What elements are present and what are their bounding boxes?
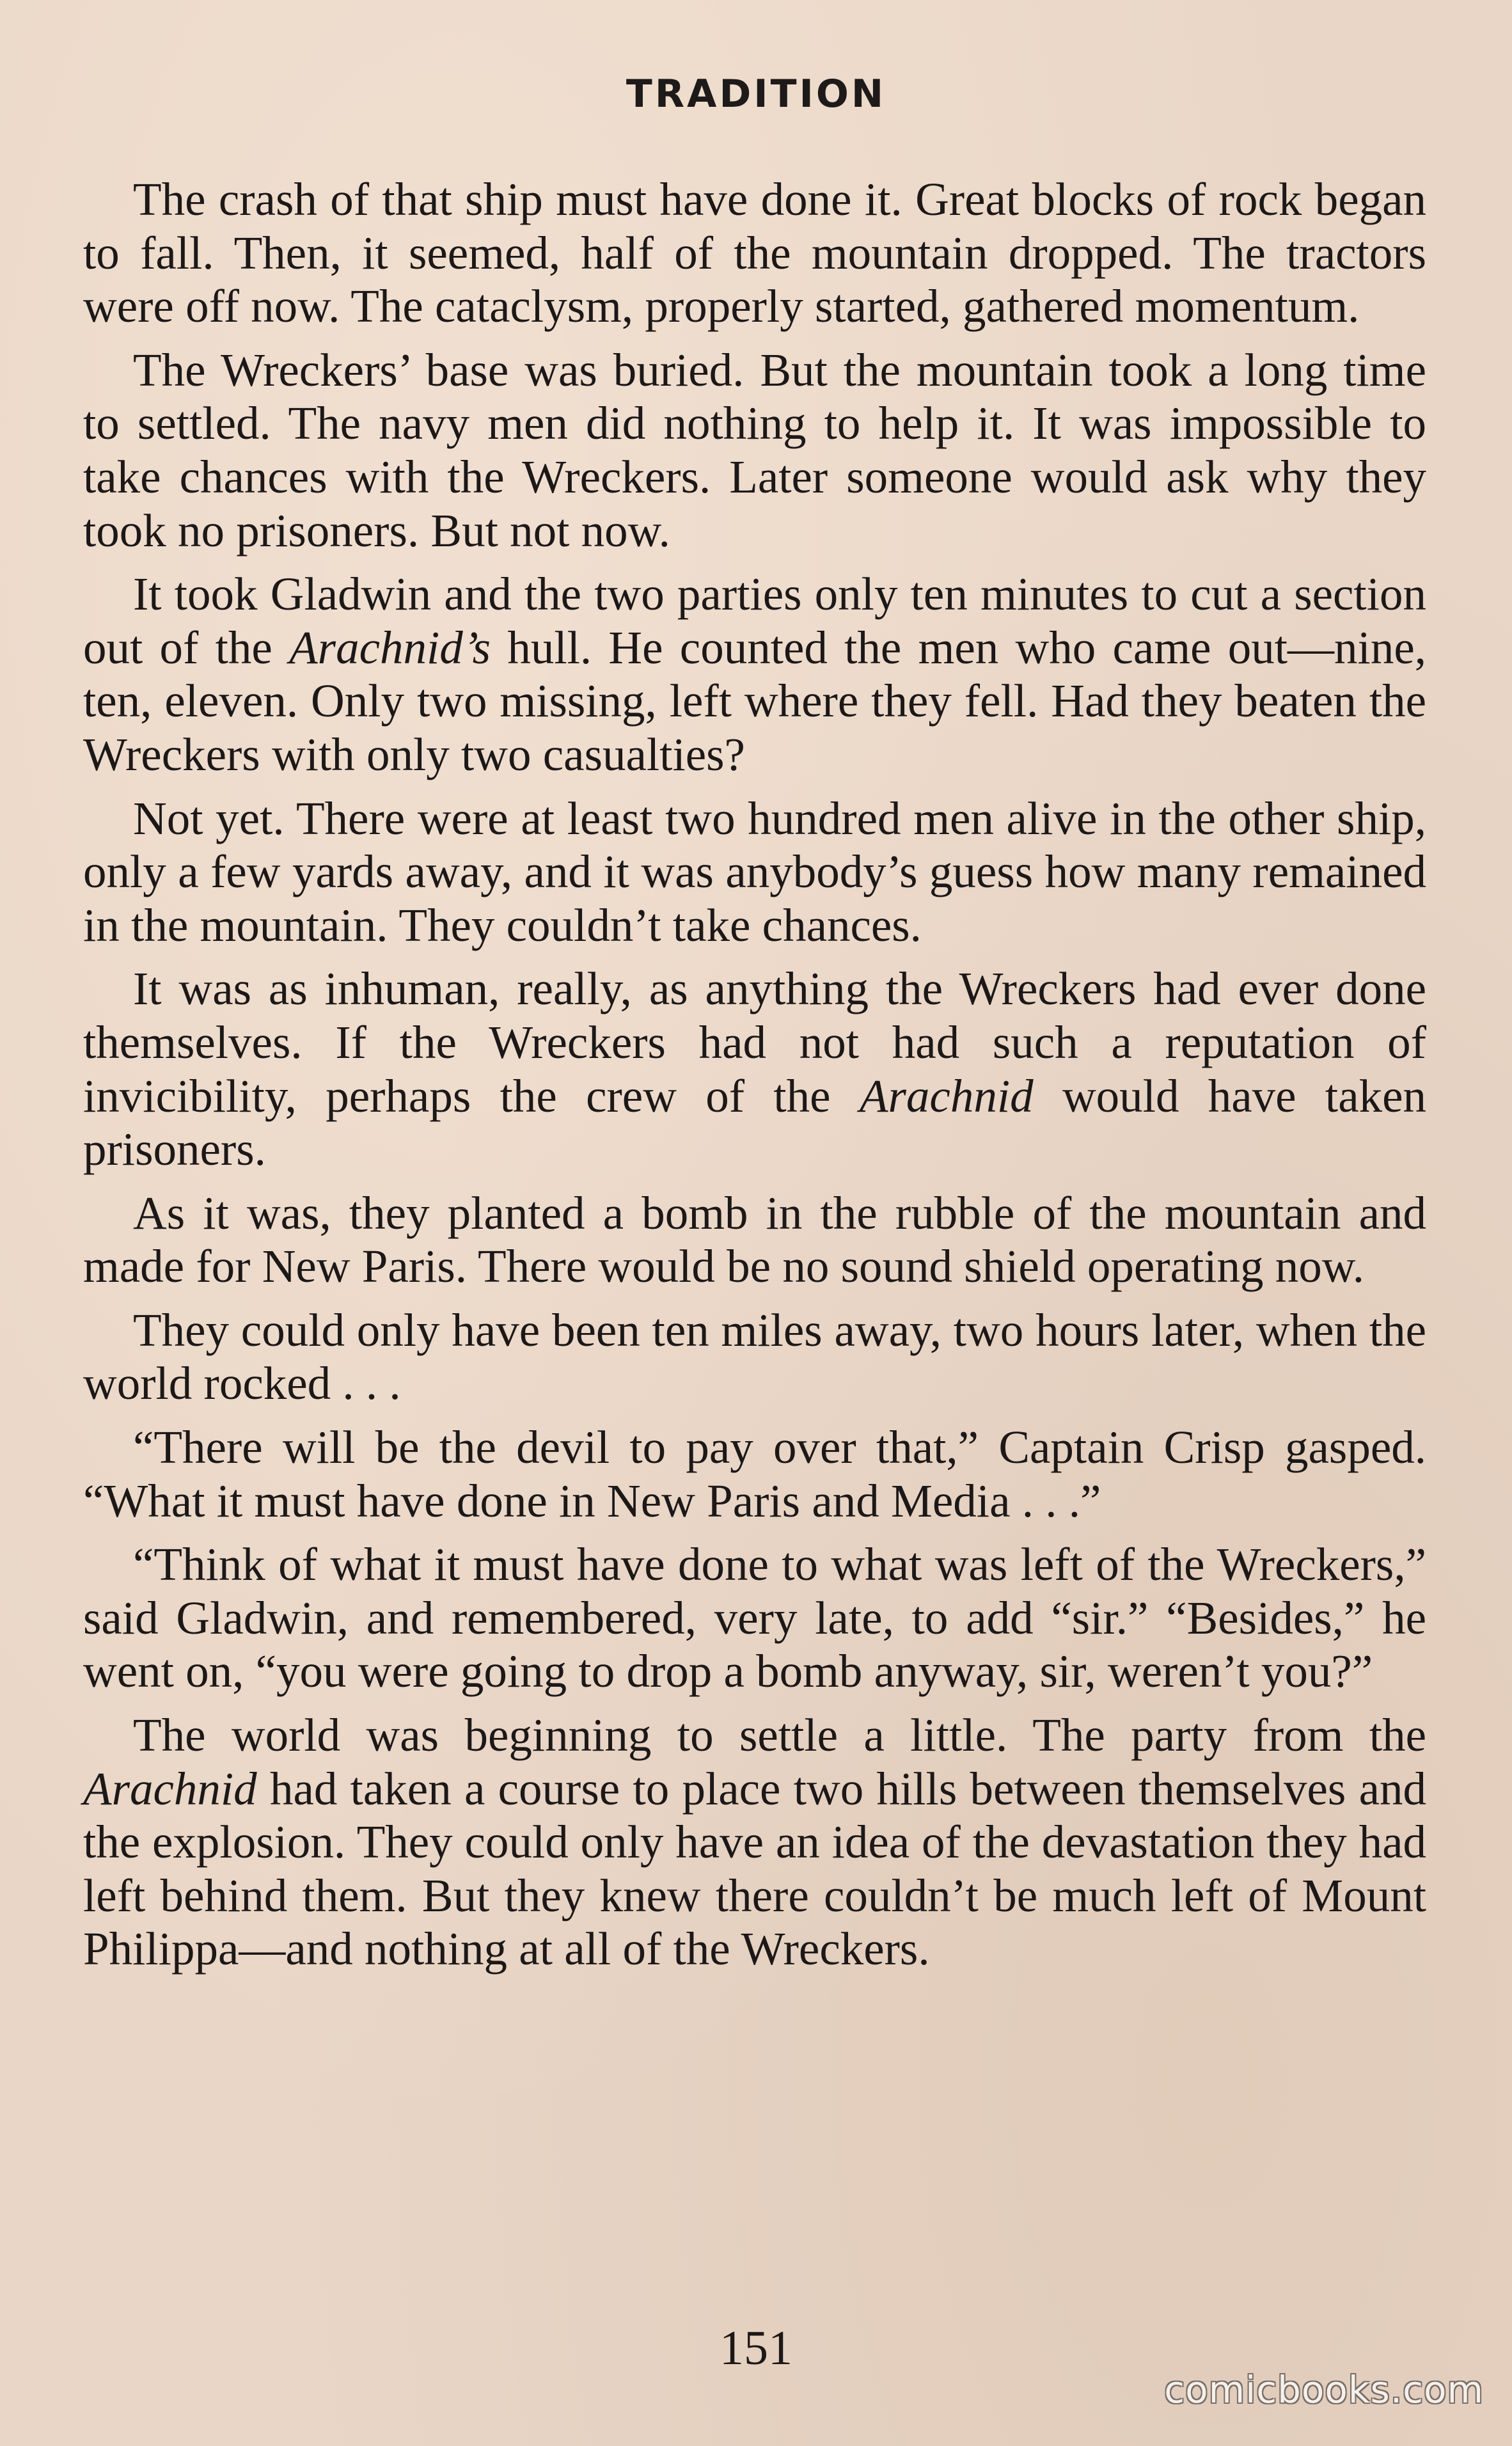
paragraph [83, 173, 1426, 333]
ship-name-italic: Arachnid [859, 1069, 1034, 1122]
paragraph-text: It took Gladwin and the two parties only ten minutes to cut a section out of the [83, 568, 1426, 674]
paragraph-text: The world was beginning to settle a little. The party from the [133, 1709, 1426, 1762]
paragraph [83, 1538, 1426, 1698]
ship-name-italic: Arachnid’s [289, 621, 491, 674]
running-head: TRADITION [626, 72, 886, 116]
paragraph-text: hull. He counted the men who came out—nine, ten, eleven. Only two missing, left where they fell. Had they beaten the Wreckers with only two casualties? [83, 621, 1426, 780]
paragraph-text: It was as inhuman, really, as anything the Wreckers had ever done themselves. If the Wreckers had not had such a reputation of invicibility, perhaps the crew of the [83, 963, 1426, 1122]
paragraph-text: would have taken prisoners. [83, 1069, 1426, 1176]
paragraph-text: As it was, they planted a bomb in the rubble of the mountain and made for New Paris. There would be no sound shield operating now. [83, 1187, 1426, 1293]
paragraph [83, 1187, 1426, 1293]
paragraph [83, 1304, 1426, 1410]
paragraph-text: The crash of that ship must have done it. Great blocks of rock began to fall. Then, it seemed, half of the mountain dropped. The tractors were off now. The cataclysm, properly started, gathered momentum. [83, 173, 1426, 333]
paragraph [83, 962, 1426, 1176]
paragraph-text: had taken a course to place two hills between themselves and the explosion. They could only have an idea of the devastation they had left behind them. But they knew there couldn’t be much left of Mount Philippa—and nothing at all of the Wreckers. [83, 1762, 1426, 1975]
paragraph-text: “There will be the devil to pay over that,” Captain Crisp gasped. “What it must have done in New Paris and Media . . .” [83, 1421, 1426, 1527]
paragraph [83, 1708, 1426, 1976]
paragraph-text: The Wreckers’ base was buried. But the mountain took a long time to settled. The navy men did nothing to help it. It was impossible to take chances with the Wreckers. Later someone would ask why they took no prisoners. But not now. [83, 343, 1426, 556]
paragraph-text: Not yet. There were at least two hundred men alive in the other ship, only a few yards away, and it was anybody’s guess how many remained in the mountain. They couldn’t take chances. [83, 792, 1426, 951]
paragraph [83, 343, 1426, 557]
ship-name-italic: Arachnid [83, 1762, 257, 1815]
page-number: 151 [720, 2321, 792, 2375]
paragraph [83, 1421, 1426, 1527]
watermark: comicbooks.com [1164, 2368, 1484, 2411]
paragraph [83, 792, 1426, 952]
paragraph [83, 567, 1426, 781]
paragraph-text: “Think of what it must have done to what was left of the Wreckers,” said Gladwin, and remembered, very late, to add “sir.” “Besides,” he went on, “you were going to drop a bomb anyway, sir, weren’t you?” [83, 1538, 1426, 1698]
body-text [83, 173, 1426, 1976]
paragraph-text: They could only have been ten miles away, two hours later, when the world rocked . . . [83, 1304, 1426, 1410]
